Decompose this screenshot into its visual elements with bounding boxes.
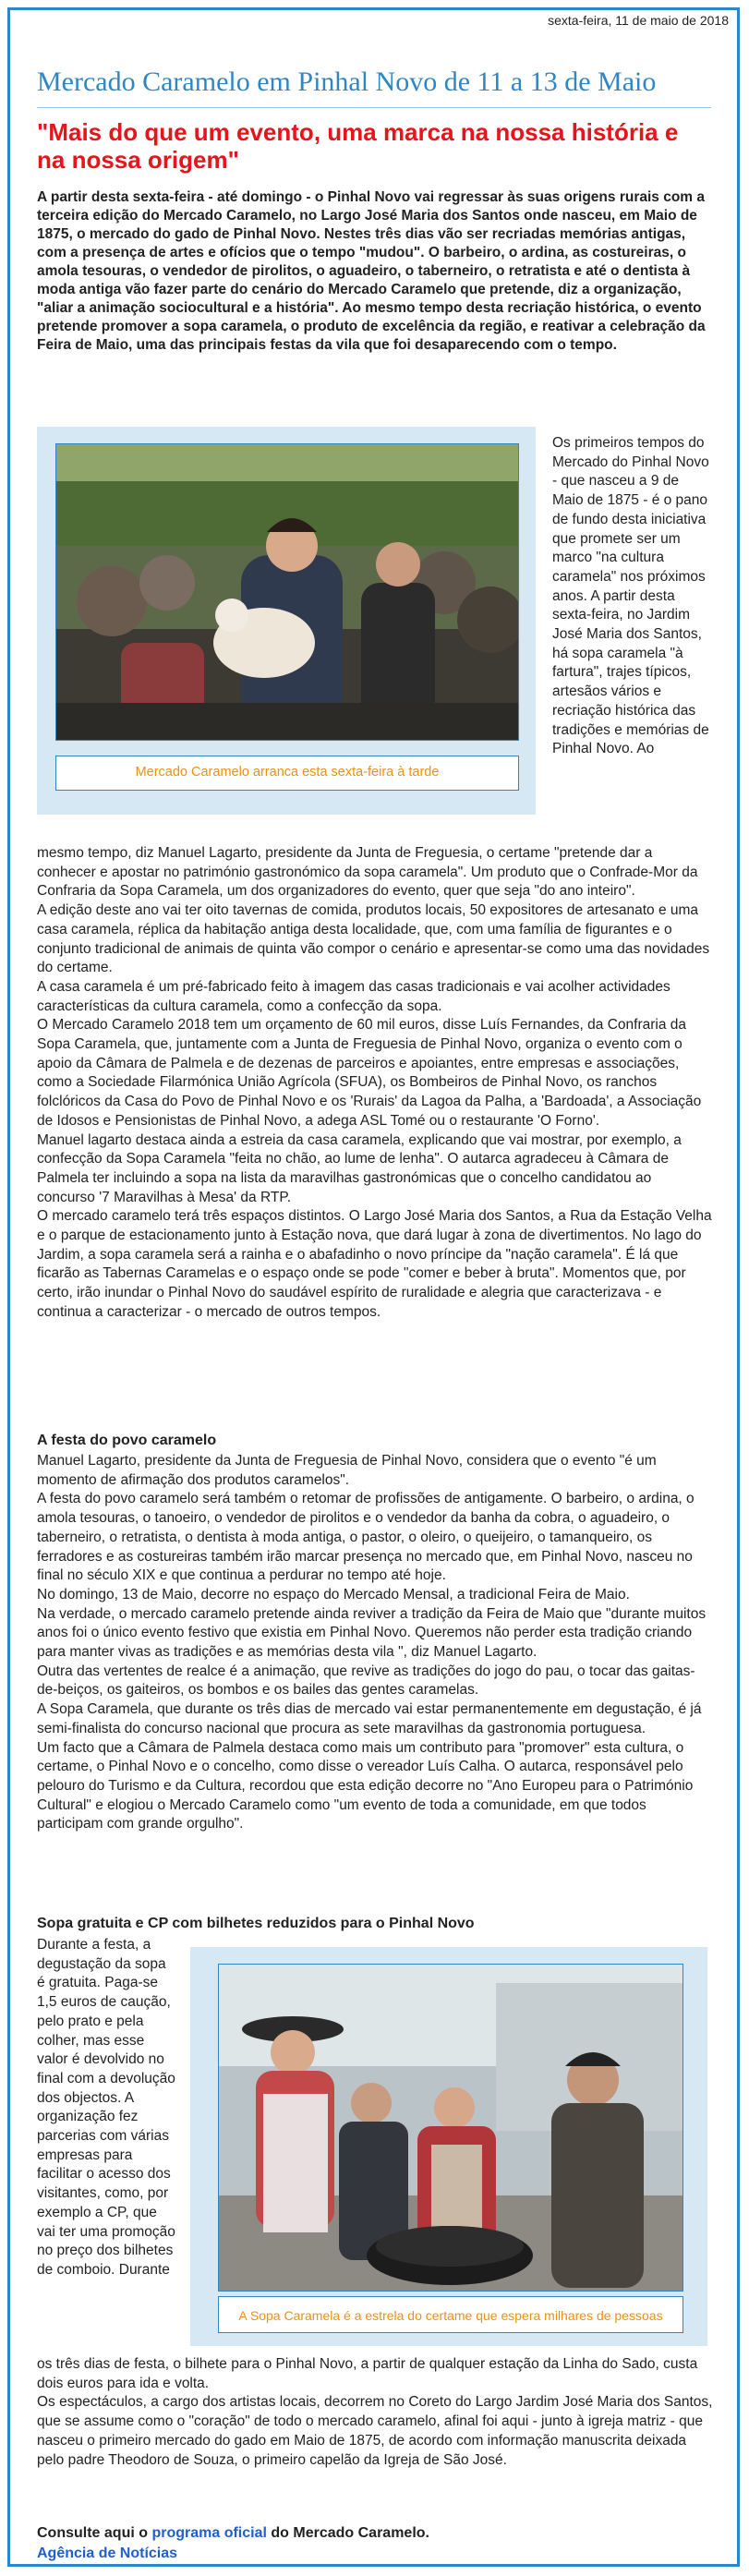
s1-paragraph-3: No domingo, 13 de Maio, decorre no espaço do Mercado Mensal, a tradicional Feira de Maio.	[37, 1586, 630, 1602]
s2-paragraph-continued: os três dias de festa, o bilhete para o Pinhal Novo, a partir de qualquer estação da Linha do Sado, custa dois euros para ida e volta.	[37, 2356, 698, 2391]
figure-1	[37, 427, 536, 815]
paragraph-1-continued: mesmo tempo, diz Manuel Lagarto, presidente da Junta de Freguesia, o certame "pretende dar a conhecer e apostar no património gastronómico da sopa caramela". Um produto que o Confrade-Mor da Confraria da Sopa Caramela, um dos organizadores do evento, quer que seja "do ano inteiro".	[37, 845, 698, 900]
paragraph-5: Manuel lagarto destaca ainda a estreia da casa caramela, explicando que vai mostrar, por exemplo, a confecção da Sopa Caramela "feita no chão, ao lume de lenha". O autarca agradeceu à Câmara de Palmela ter incluindo a sopa na lista da maravilhas gastronómicas que o concelho candidatou ao concurso '7 Maravilhas à Mesa' da RTP.	[37, 1131, 682, 1205]
s2-paragraph-2: Os espectáculos, a cargo dos artistas locais, decorrem no Coreto do Largo Jardim José Maria dos Santos, que se assume como o "coração" de todo o mercado caramelo, afinal foi aqui - junto à igreja matriz - que nasceu o primeiro mercado do gado em Maio de 1875, de acordo com informação manuscrita deixada pelo padre Theodoro de Souza, o primeiro capelão da Igreja de São José.	[37, 2394, 713, 2468]
paragraph-3: A casa caramela é um pré-fabricado feito à imagem das casas tradicionais e vai acolher actividades características da cultura caramela, como a confecção da sopa.	[37, 978, 670, 1014]
figure-1-photo	[55, 443, 519, 741]
s1-paragraph-2: A festa do povo caramelo será também o retomar de profissões de antigamente. O barbeiro, o ardina, o amola tesouras, o tanoeiro, o vendedor de pirolitos e o vendedor da banha da cobra, o aguadeiro, o taberneiro, o retratista, o dentista à moda antiga, o pastor, o oleiro, o queijeiro, o tamanqueiro, os ferradores e as costureiras também irão marcar presença no mercado que, em Pinhal Novo, nasceu no final no século XIX e que continua a perdurar no tempo até hoje.	[37, 1491, 695, 1584]
section-title-festa: A festa do povo caramelo	[37, 1433, 217, 1448]
footer-suffix: do Mercado Caramelo.	[271, 2525, 429, 2541]
body-block-2	[37, 1452, 713, 1834]
programa-oficial-link[interactable]: programa oficial	[151, 2525, 267, 2541]
s1-paragraph-6: A Sopa Caramela, que durante os três dias de mercado vai estar permanentemente em degustação, é já semi-finalista do concurso nacional que procura as sete maravilhas da gastronomia portuguesa.	[37, 1701, 702, 1736]
s1-paragraph-7: Um facto que a Câmara de Palmela destaca como mais um contributo para "promover" esta cultura, o certame, o Pinhal Novo e o concelho, como disse o vereador Luís Calha. O autarca, responsável pelo pelouro do Turismo e da Cultura, recordou que esta edição decorre no "Ano Europeu para o Património Cultural" e elogiou o Mercado Caramelo como "um evento de toda a comunidade, em que todos participam com grande orgulho".	[37, 1739, 694, 1832]
body-block-3	[37, 2355, 713, 2470]
agency-label: Agência de Notícias	[37, 2546, 178, 2561]
s1-paragraph-5: Outra das vertentes de realce é a animação, que revive as tradições do jogo do pau, o tocar das gaitas-de-beiços, os gaiteiros, os bombos e os bailes das gentes caramelas.	[37, 1663, 695, 1699]
publication-date: sexta-feira, 11 de maio de 2018	[548, 13, 729, 28]
paragraph-4: O Mercado Caramelo 2018 tem um orçamento de 60 mil euros, disse Luís Fernandes, da Confraria da Sopa Caramela, que, juntamente com a Junta de Freguesia de Pinhal Novo, organiza o evento com o apoio da Câmara de Palmela e de dezenas de parceiros e apoiantes, entre empresas e associações, como a Sociedade Filarmónica União Agrícola (SFUA), os Bombeiros de Pinhal Novo, os ranchos folclóricos da Casa do Povo de Pinhal Novo e os 'Rurais' da Lagoa da Palha, a 'Bardoada', a Associação de Idosos e Pensionistas de Pinhal Novo, a adega ASL Tomé ou o restaurante 'O Forno'.	[37, 1017, 702, 1129]
figure-2	[190, 1947, 707, 2346]
s1-paragraph-4: Na verdade, o mercado caramelo pretende ainda reviver a tradição da Feira de Maio que "durante muitos anos foi o único evento festivo que existia em Pinhal Novo. Queremos não perder esta tradição criando para manter vivas as tradições e as memórias desta vila ", diz Manuel Lagarto.	[37, 1605, 707, 1661]
body-block-1	[37, 844, 713, 1323]
section-title-sopa: Sopa gratuita e CP com bilhetes reduzidos para o Pinhal Novo	[37, 1916, 475, 1931]
paragraph-6: O mercado caramelo terá três espaços distintos. O Largo José Maria dos Santos, a Rua da Estação Velha e o parque de estacionamento junto à Estação nova, que dará lugar à zona de divertimentos. No lago do Jardim, a sopa caramela será a rainha e o abafadinho o novo príncipe da "nação caramela". É lá que ficarão as Tabernas Caramelas e o espaço onde se pode "comer e beber à bruta". Momentos que, por certo, irão inundar o Pinhal Novo do saudável espírito de ruralidade e alegria que caracterizava - e continua a caracterizar - o mercado de outros tempos.	[37, 1208, 712, 1320]
s2-paragraph-wrap: Durante a festa, a degustação da sopa é gratuita. Paga-se 1,5 euros de caução, pelo prato e pela colher, mas esse valor é devolvido no final com a devolução dos objectos. A organização fez parcerias com várias empresas para facilitar o acesso dos visitantes, como, por exemplo a CP, que vai ter uma promoção no preço dos bilhetes de comboio. Durante	[37, 1937, 175, 2278]
article-subtitle: "Mais do que um evento, uma marca na nossa história e na nossa origem"	[37, 118, 679, 174]
figure-1-caption: Mercado Caramelo arranca esta sexta-feira à tarde	[55, 756, 519, 791]
paragraph-wrap-1: Os primeiros tempos do Mercado do Pinhal Novo - que nasceu a 9 de Maio de 1875 - é o pano de fundo desta iniciativa que promete ser um marco "na cultura caramela" nos próximos anos. A partir desta sexta-feira, no Jardim José Maria dos Santos, há sopa caramela "à fartura", trajes típicos, artesãos vários e recriação histórica das tradições e memórias de Pinhal Novo. Ao	[552, 435, 709, 757]
paragraph-2: A edição deste ano vai ter oito tavernas de comida, produtos locais, 50 expositores de artesanato e uma casa caramela, réplica da habitação antiga desta localidade, que, com uma família de figurantes e o conjunto tradicional de animais de quinta vão compor o cenário e apresentar-se como uma das novidades do certame.	[37, 902, 710, 976]
figure-2-caption: A Sopa Caramela é a estrela do certame que espera milhares de pessoas	[218, 2296, 683, 2333]
woman-with-lamb-image	[56, 444, 518, 740]
article-title: Mercado Caramelo em Pinhal Novo de 11 a 13 de Maio	[37, 67, 711, 108]
article-lead: A partir desta sexta-feira - até domingo - o Pinhal Novo vai regressar às suas origens rurais com a terceira edição do Mercado Caramelo, no Largo José Maria dos Santos onde nasceu, em Maio de 1875, o mercado do gado de Pinhal Novo. Nestes três dias vão ser recriadas memórias antigas, com a presença de artes e ofícios que o tempo "mudou". O barbeiro, o ardina, as costureiras, o amola tesouras, o vendedor de pirolitos, o aguadeiro, o taberneiro, o retratista e até o dentista à moda antiga vão fazer parte do cenário do Mercado Caramelo que pretende, diz a organização, "aliar a animação sociocultural e a história". Ao mesmo tempo desta recriação histórica, o evento pretende promover a sopa caramela, o produto de excelência da região, e reativar a celebração da Feira de Maio, uma das principais festas da vila que foi desaparecendo com o tempo.	[37, 189, 706, 353]
figure-2-photo	[218, 1964, 683, 2292]
sopa-caramela-image	[219, 1965, 683, 2291]
footer-prefix: Consulte aqui o	[37, 2525, 148, 2541]
footer-line	[37, 2525, 429, 2542]
s1-paragraph-1: Manuel Lagarto, presidente da Junta de Freguesia de Pinhal Novo, considera que o evento "é um momento de afirmação dos produtos caramelos".	[37, 1453, 657, 1488]
